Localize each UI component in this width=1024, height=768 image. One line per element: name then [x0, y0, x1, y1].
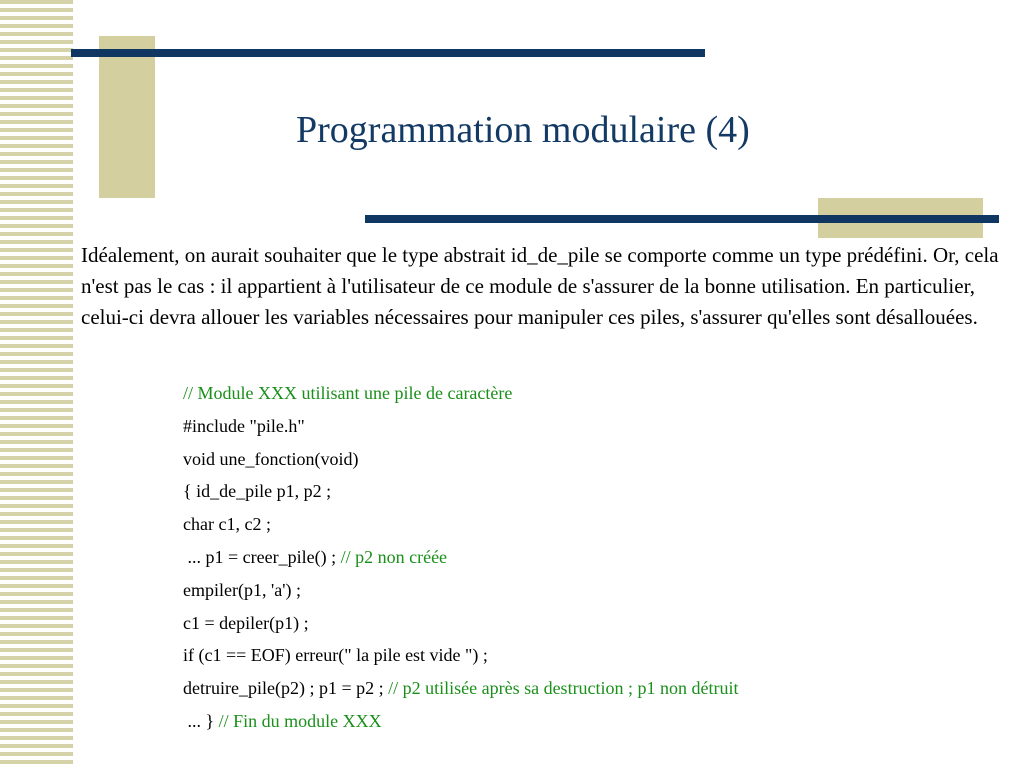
code-line [183, 707, 739, 740]
code-line: #include "pile.h" [183, 415, 305, 436]
slide-paragraph: Idéalement, on aurait souhaiter que le type abstrait id_de_pile se comporte comme un type prédéfini. Or, cela n'est pas le cas : il appartient à l'utilisateur de ce module de s'assurer de la bonne utilisation. En particulier, celui-ci devra allouer les variables nécessaires pour manipuler ces piles, s'assurer qu'elles sont désallouées. [81, 243, 999, 329]
code-line: if (c1 == EOF) erreur(" la pile est vide ") ; [183, 645, 488, 666]
code-line: empiler(p1, 'a') ; [183, 579, 301, 600]
left-stripe-border [0, 0, 73, 768]
code-statement: detruire_pile(p2) ; p1 = p2 ; [183, 678, 389, 699]
code-line [183, 543, 739, 576]
code-line [183, 379, 739, 412]
code-line: { id_de_pile p1, p2 ; [183, 481, 332, 502]
code-line: char c1, c2 ; [183, 514, 271, 535]
code-line: c1 = depiler(p1) ; [183, 612, 309, 633]
code-statement: ... p1 = creer_pile() ; [183, 546, 341, 567]
code-comment: // Fin du module XXX [218, 710, 382, 731]
title-rule-bottom [365, 215, 999, 223]
code-line [183, 674, 739, 707]
code-comment: // p2 utilisée après sa destruction ; p1 non détruit [388, 678, 739, 699]
code-statement: ... } [183, 710, 219, 731]
slide-title: Programmation modulaire (4) [296, 109, 750, 151]
title-rule-top [71, 49, 705, 57]
code-comment: // Module XXX utilisant une pile de caractère [183, 383, 513, 403]
code-line: void une_fonction(void) [183, 448, 359, 469]
decorative-block-left [99, 36, 155, 198]
code-listing [183, 379, 739, 740]
code-comment: // p2 non créée [340, 546, 448, 567]
